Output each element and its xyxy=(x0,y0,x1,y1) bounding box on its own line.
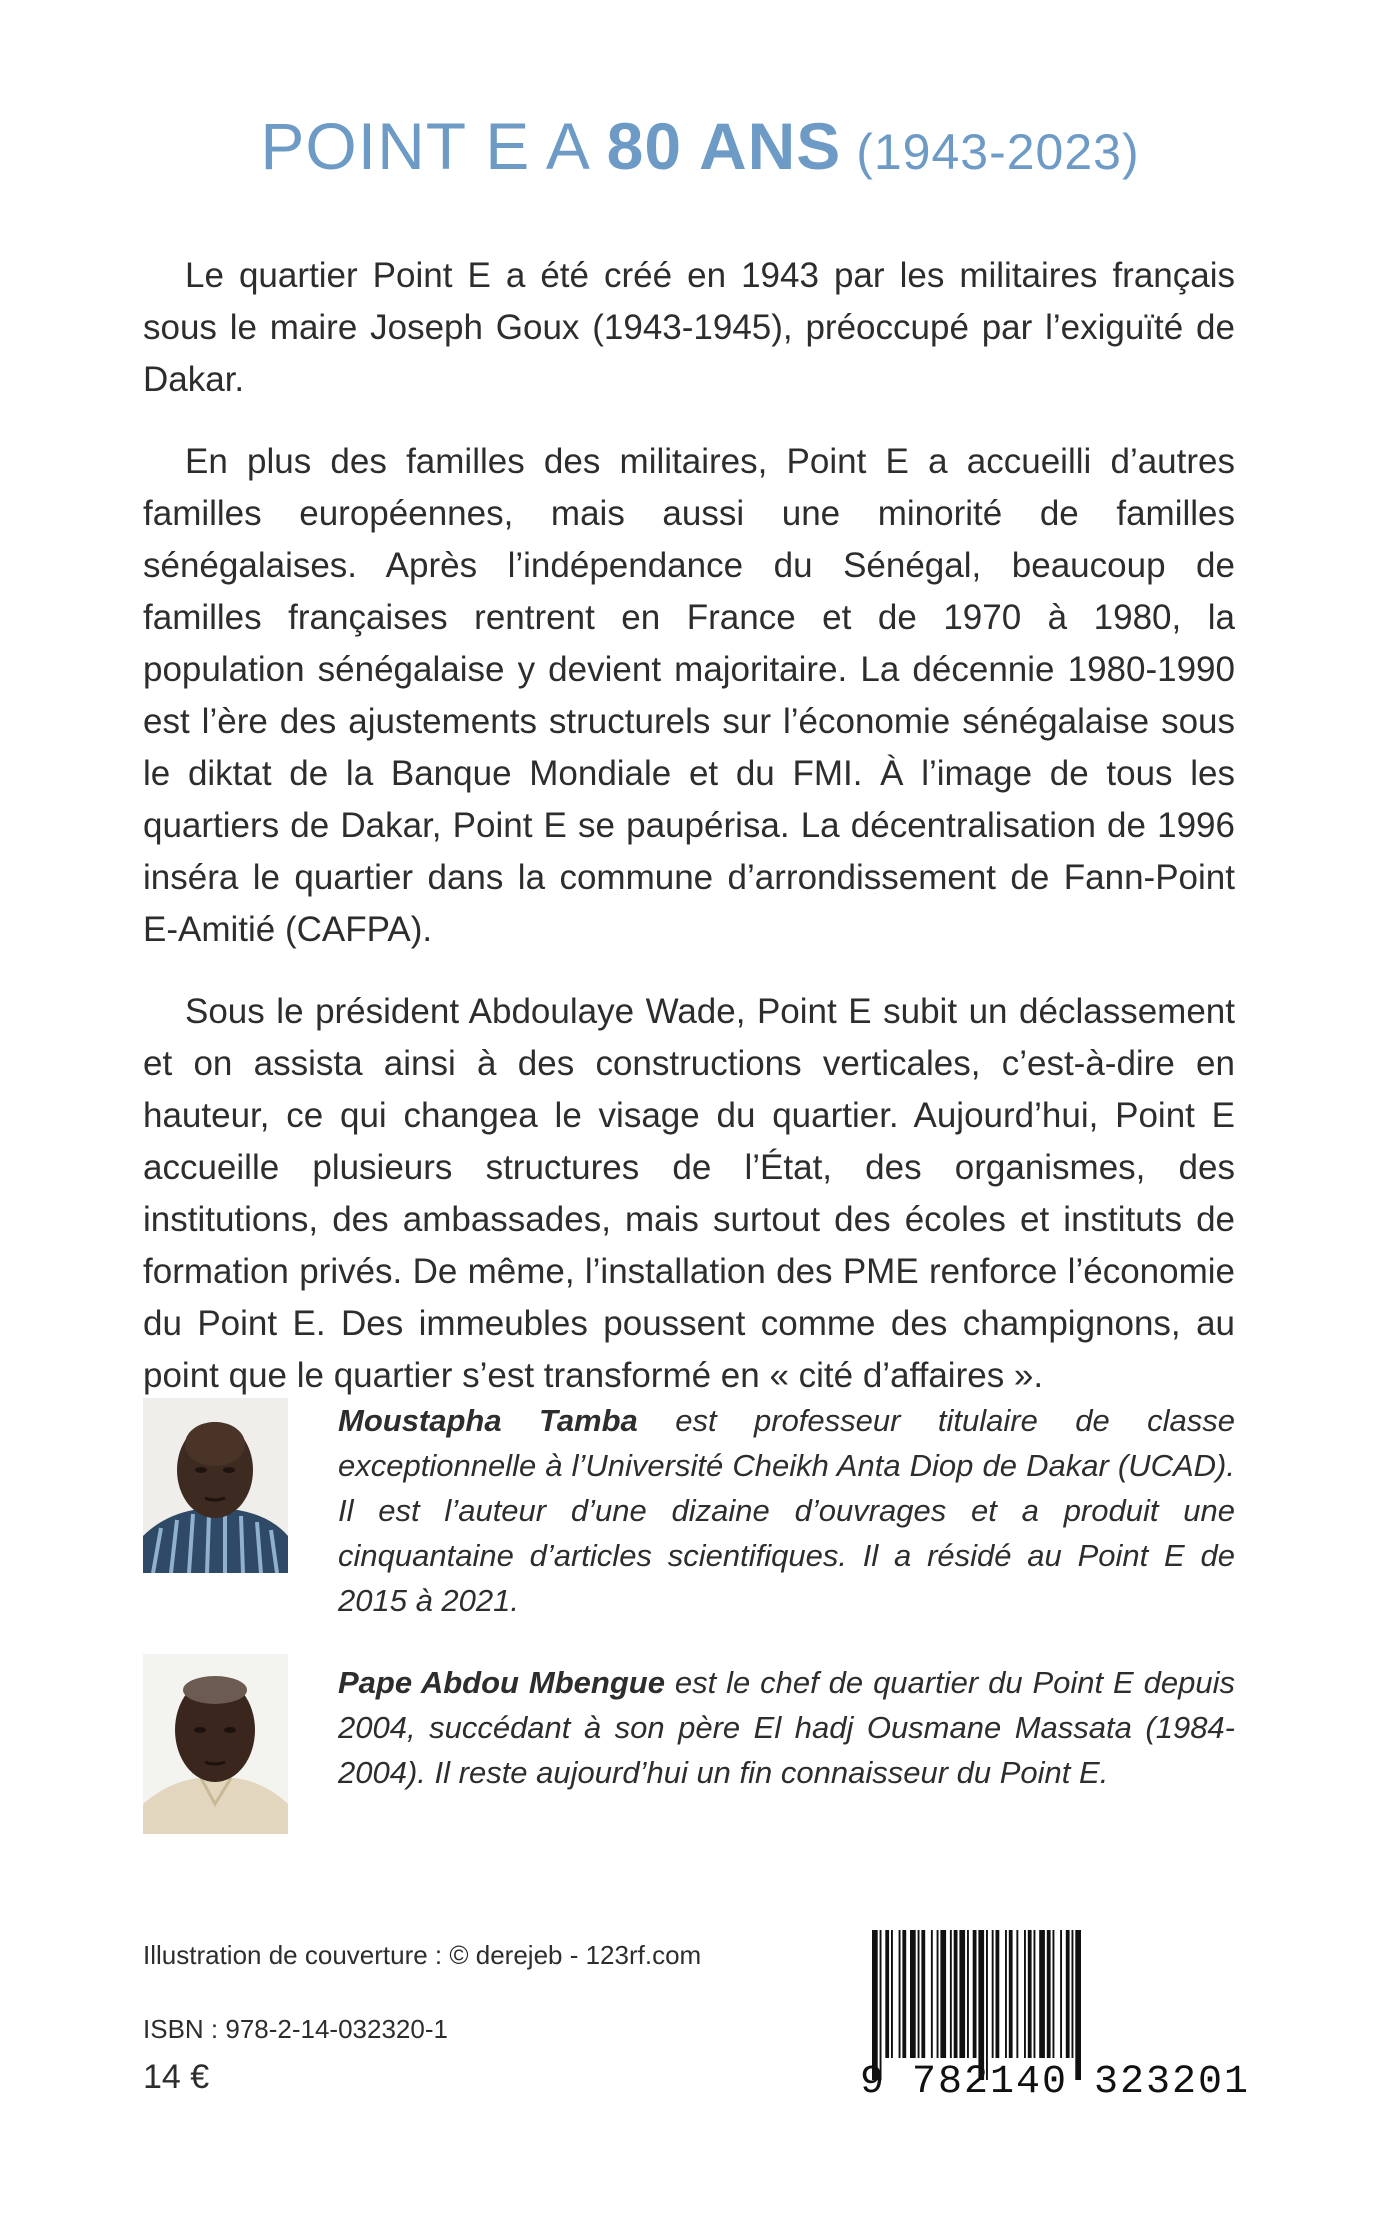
barcode-bar xyxy=(967,1930,969,2058)
barcode-bar xyxy=(1053,1930,1055,2058)
barcode-bar xyxy=(899,1930,901,2058)
author-name-2: Pape Abdou Mbengue xyxy=(338,1665,665,1700)
author-bio-1 xyxy=(338,1398,1235,1623)
barcode-bar xyxy=(921,1930,925,2058)
author-photo-1 xyxy=(143,1398,288,1573)
isbn: ISBN : 978-2-14-032320-1 xyxy=(143,2014,448,2044)
barcode-bar xyxy=(1066,1930,1070,2058)
cover-credit: Illustration de couverture : © derejeb - 123rf.com xyxy=(143,1940,702,1970)
barcode-bar xyxy=(940,1930,946,2058)
barcode-bar xyxy=(1016,1930,1018,2058)
barcode-bar xyxy=(986,1930,988,2080)
barcode-bar xyxy=(978,1930,984,2080)
title-years: (1943-2023) xyxy=(841,124,1140,180)
barcode-bar xyxy=(910,1930,916,2058)
barcode-bar xyxy=(1034,1930,1036,2058)
barcode-bar xyxy=(1005,1930,1007,2058)
barcode-bar xyxy=(1039,1930,1045,2058)
author-bio-text-2: est le chef de quartier du Point E depuis 2004, succédant à son père El hadj Ousmane Massata (1984-2004). Il reste aujourd’hui un fin connaisseur du Point E. xyxy=(338,1665,1235,1790)
barcode-bar xyxy=(992,1930,994,2058)
paragraph-3: Sous le président Abdoulaye Wade, Point E subit un déclassement et on assista ainsi à des constructions verticales, c’est-à-dire en hauteur, ce qui changea le visage du quartier. Aujourd’hui, Point E accueille plusieurs structures de l’État, des organismes, des institutions, des ambassades, mais surtout des écoles et instituts de formation privés. De même, l’installation des PME renforce l’économie du Point E. Des immeubles poussent comme des champignons, au point que le quartier s’est transformé en « cité d’affaires ». xyxy=(143,992,1235,1395)
barcode-bar xyxy=(902,1930,906,2058)
barcode-bar xyxy=(1009,1930,1013,2058)
barcode-bar xyxy=(1024,1930,1026,2058)
barcode-bar xyxy=(973,1930,977,2058)
barcode-bar xyxy=(950,1930,952,2058)
barcode-bar xyxy=(959,1930,965,2058)
barcode-bar xyxy=(885,1930,889,2058)
barcode-bar xyxy=(1060,1930,1062,2058)
barcode-bar xyxy=(880,1930,882,2080)
author-bio-text-1: est professeur titulaire de classe exceptionnelle à l’Université Cheikh Anta Diop de Dakar (UCAD). Il est l’auteur d’une dizaine d’ouvrages et a produit une cinquantaine d’articles scientifiques. Il a résidé au Point E de 2015 à 2021. xyxy=(338,1403,1235,1618)
barcode-bar xyxy=(891,1930,893,2058)
barcode-bar xyxy=(1072,1930,1074,2058)
synopsis xyxy=(143,250,1235,1432)
barcode-bar xyxy=(1028,1930,1032,2058)
price: 14 € xyxy=(143,2058,210,2096)
barcode-bar xyxy=(918,1930,920,2058)
barcode-bar xyxy=(996,1930,1000,2058)
author-photo-2 xyxy=(143,1654,288,1834)
book-title xyxy=(0,108,1400,184)
barcode-bar xyxy=(937,1930,939,2058)
barcode-bar xyxy=(954,1930,958,2058)
barcode-bar xyxy=(872,1930,878,2080)
title-bold: 80 ANS xyxy=(606,109,842,183)
paragraph-1: Le quartier Point E a été créé en 1943 par les militaires français sous le maire Joseph Goux (1943-1945), préoccupé par l’exiguïté de Dakar. xyxy=(143,256,1235,399)
title-prefix: POINT E A xyxy=(260,109,607,183)
barcode-bar xyxy=(1047,1930,1051,2058)
author-name-1: Moustapha Tamba xyxy=(338,1403,638,1438)
author-bio-2 xyxy=(338,1660,1235,1795)
paragraph-2: En plus des familles des militaires, Point E a accueilli d’autres familles européennes, mais aussi une minorité de familles sénégalaises. Après l’indépendance du Sénégal, beaucoup de familles françaises rentrent en France et de 1970 à 1980, la population sénégalaise y devient majoritaire. La décennie 1980-1990 est l’ère des ajustements structurels sur l’économie sénégalaise sous le diktat de la Banque Mondiale et du FMI. À l’image de tous les quartiers de Dakar, Point E se paupérisa. La décentralisation de 1996 inséra le quartier dans la commune d’arrondissement de Fann-Point E-Amitié (CAFPA). xyxy=(143,442,1235,949)
barcode-digits: 9 782140 323201 xyxy=(860,2060,1251,2105)
barcode-bar xyxy=(1075,1930,1081,2080)
barcode-bar xyxy=(931,1930,933,2058)
